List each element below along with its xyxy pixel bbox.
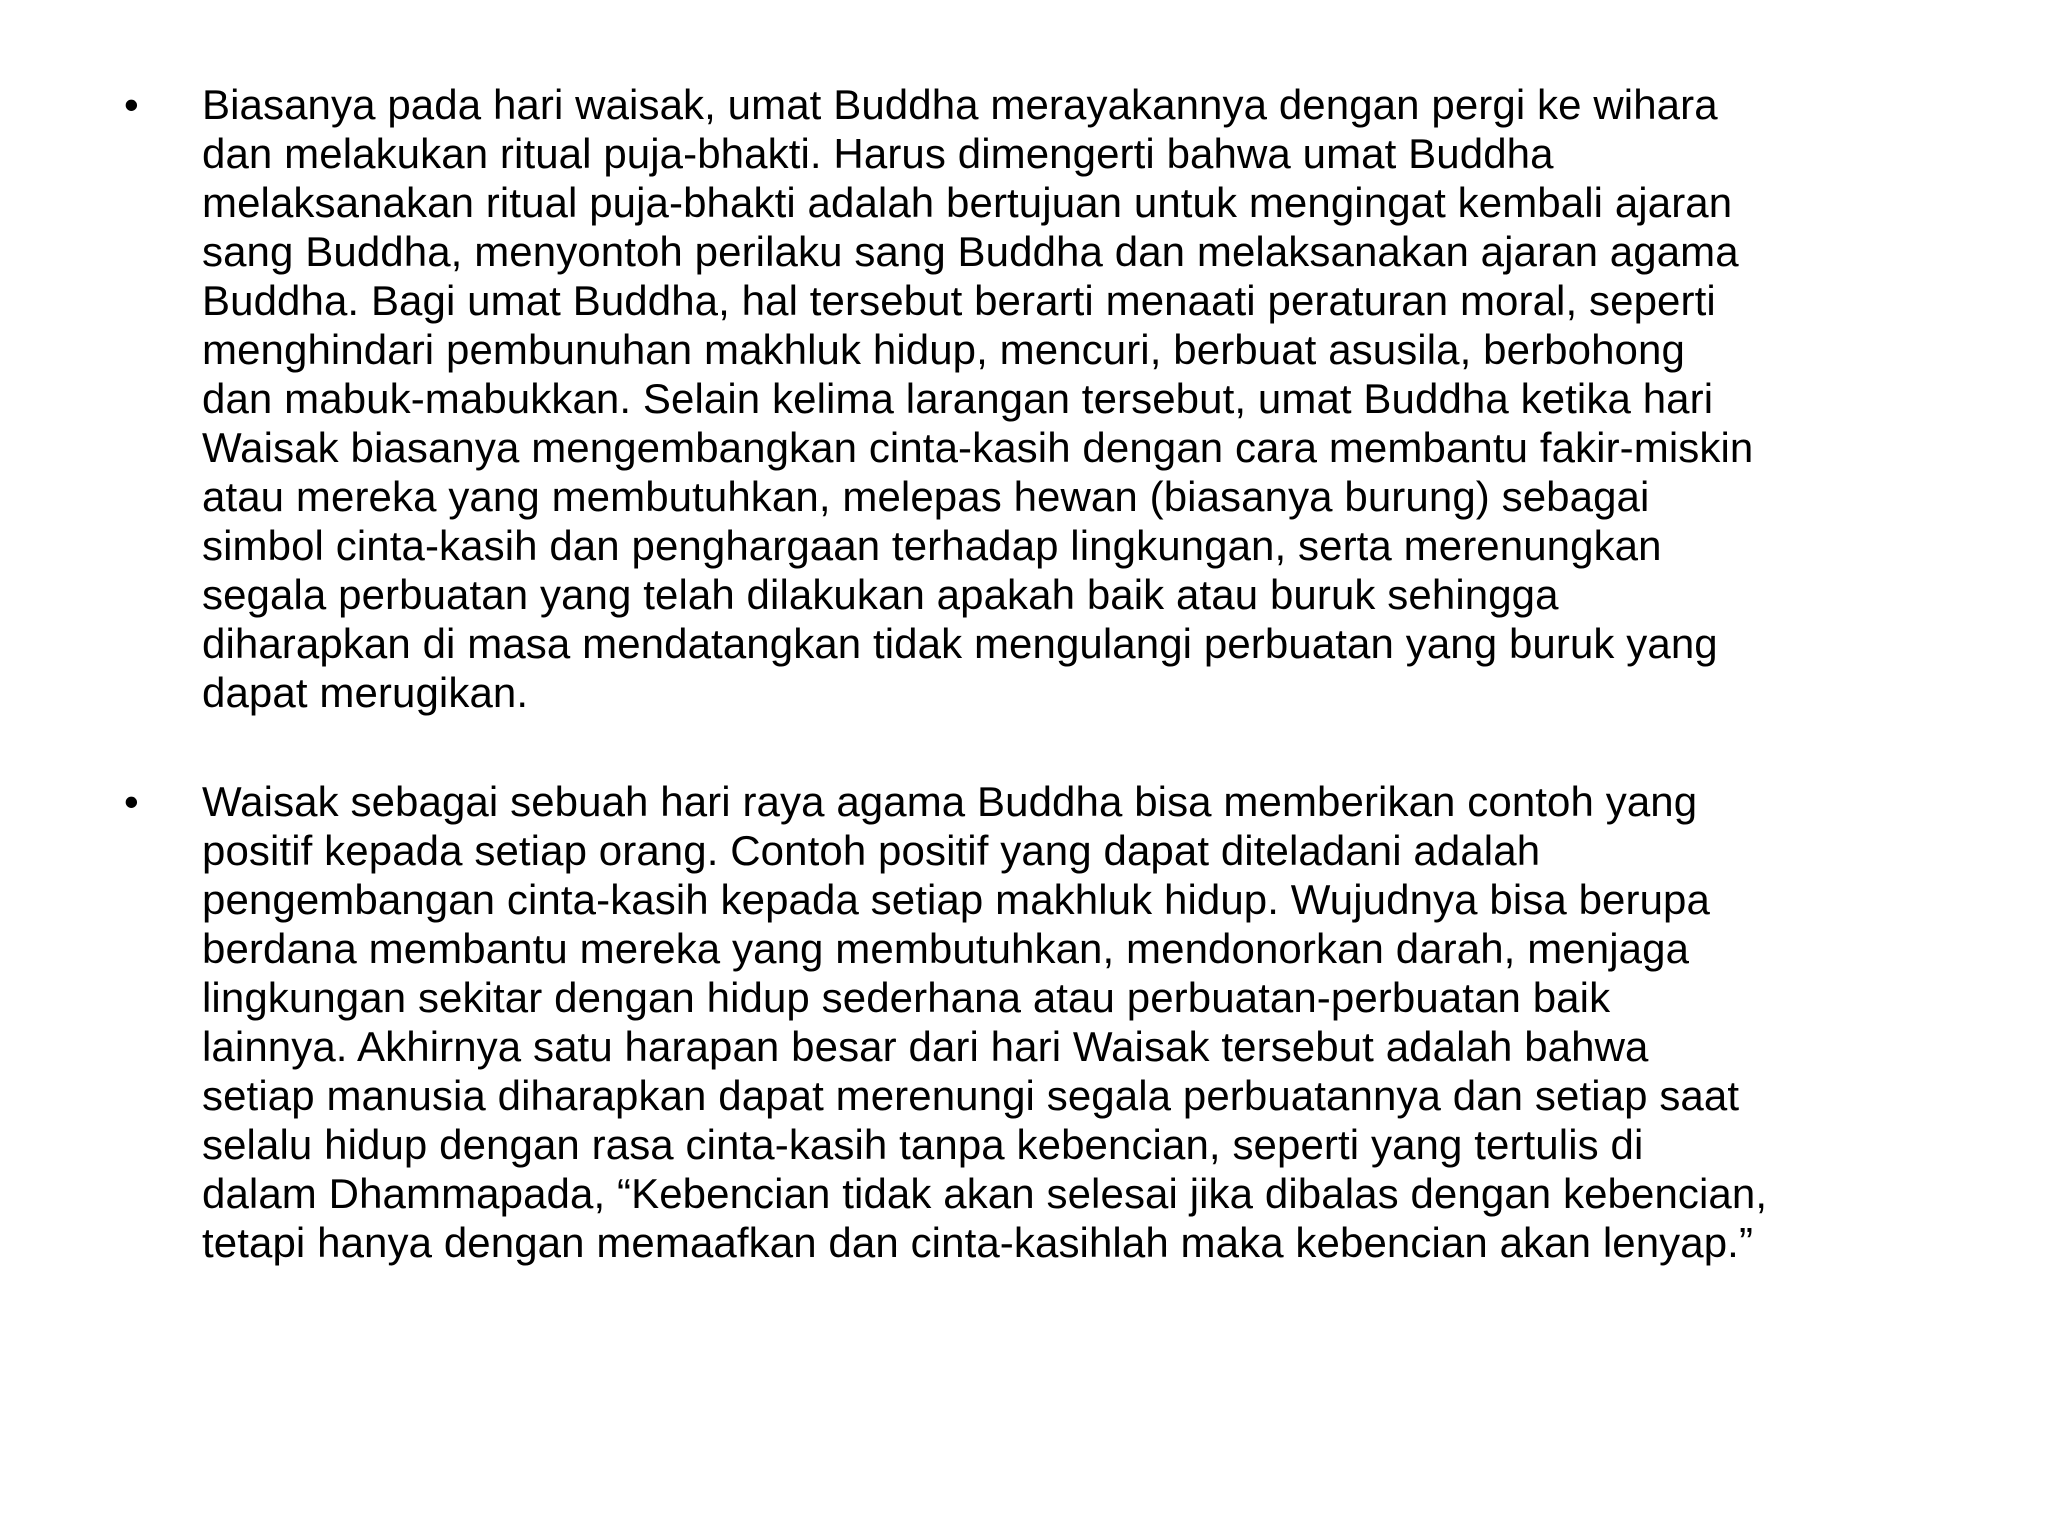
text-line: berdana membantu mereka yang membutuhkan, mendonorkan darah, menjaga — [202, 925, 1690, 972]
text-line: dapat merugikan. — [202, 669, 529, 716]
text-line: Waisak biasanya mengembangkan cinta-kasih dengan cara membantu fakir-miskin — [202, 424, 1754, 471]
text-line: melaksanakan ritual puja-bhakti adalah bertujuan untuk mengingat kembali ajaran — [202, 179, 1733, 226]
text-line: tetapi hanya dengan memaafkan dan cinta-kasihlah maka kebencian akan lenyap.” — [202, 1219, 1754, 1266]
text-line: setiap manusia diharapkan dapat merenungi segala perbuatannya dan setiap saat — [202, 1072, 1740, 1119]
bullet-icon: • — [124, 778, 139, 825]
text-line: menghindari pembunuhan makhluk hidup, mencuri, berbuat asusila, berbohong — [202, 326, 1685, 373]
text-line: positif kepada setiap orang. Contoh positif yang dapat diteladani adalah — [202, 827, 1541, 874]
text-line: selalu hidup dengan rasa cinta-kasih tanpa kebencian, seperti yang tertulis di — [202, 1121, 1644, 1168]
text-line: Waisak sebagai sebuah hari raya agama Buddha bisa memberikan contoh yang — [202, 778, 1698, 825]
text-line: lainnya. Akhirnya satu harapan besar dari hari Waisak tersebut adalah bahwa — [202, 1023, 1649, 1070]
text-line: Biasanya pada hari waisak, umat Buddha merayakannya dengan pergi ke wihara — [202, 81, 1718, 128]
text-line: diharapkan di masa mendatangkan tidak mengulangi perbuatan yang buruk yang — [202, 620, 1718, 667]
bullet-text — [202, 777, 1948, 1267]
bullet-text — [202, 80, 1948, 717]
text-line: sang Buddha, menyontoh perilaku sang Buddha dan melaksanakan ajaran agama — [202, 228, 1739, 275]
text-line: pengembangan cinta-kasih kepada setiap makhluk hidup. Wujudnya bisa berupa — [202, 876, 1710, 923]
bullet-list — [118, 80, 1948, 1267]
bullet-item — [118, 777, 1948, 1267]
text-line: Buddha. Bagi umat Buddha, hal tersebut berarti menaati peraturan moral, seperti — [202, 277, 1716, 324]
text-line: dan mabuk-mabukkan. Selain kelima larangan tersebut, umat Buddha ketika hari — [202, 375, 1714, 422]
bullet-item — [118, 80, 1948, 717]
text-line: dan melakukan ritual puja-bhakti. Harus dimengerti bahwa umat Buddha — [202, 130, 1554, 177]
text-line: lingkungan sekitar dengan hidup sederhana atau perbuatan-perbuatan baik — [202, 974, 1611, 1021]
bullet-icon: • — [124, 81, 139, 128]
text-line: dalam Dhammapada, “Kebencian tidak akan selesai jika dibalas dengan kebencian, — [202, 1170, 1768, 1217]
text-line: atau mereka yang membutuhkan, melepas hewan (biasanya burung) sebagai — [202, 473, 1650, 520]
text-line: simbol cinta-kasih dan penghargaan terhadap lingkungan, serta merenungkan — [202, 522, 1662, 569]
text-line: segala perbuatan yang telah dilakukan apakah baik atau buruk sehingga — [202, 571, 1559, 618]
